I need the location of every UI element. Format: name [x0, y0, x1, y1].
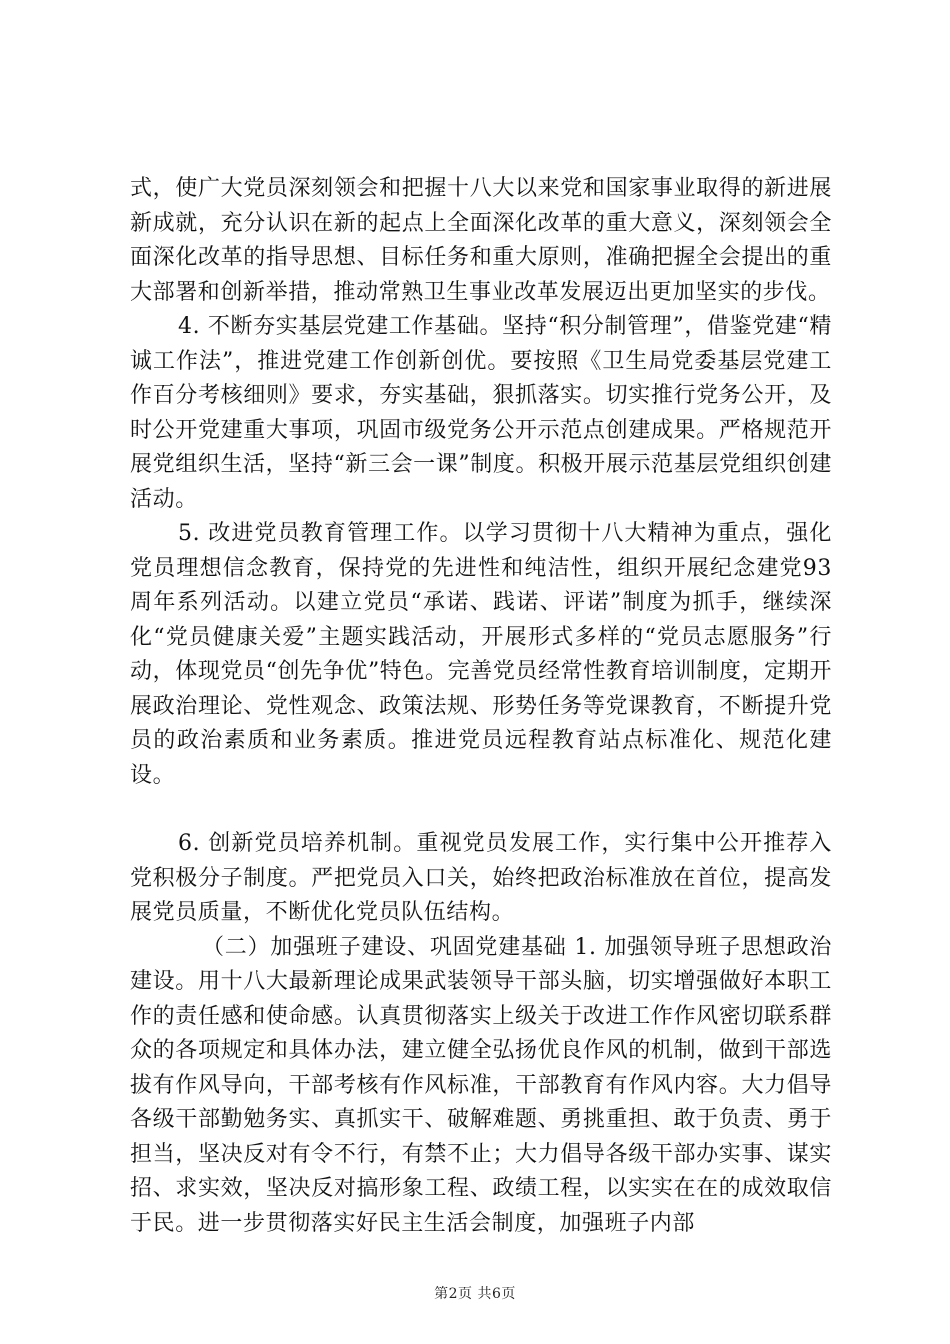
paragraph-item-6: 6. 创新党员培养机制。重视党员发展工作，实行集中公开推荐入党积极分子制度。严把党员入口关，始终把政治标准放在首位，提高发展党员质量，不断优化党员队伍结构。 — [130, 831, 832, 925]
paragraph-continuation: 式，使广大党员深刻领会和把握十八大以来党和国家事业取得的新进展新成就，充分认识在新的起点上全面深化改革的重大意义，深刻领会全面深化改革的指导思想、目标任务和重大原则，准确把握全会提出的重大部署和创新举措，推动常熟卫生事业改革发展迈出更加坚实的步伐。 — [130, 176, 832, 305]
document-body — [130, 172, 832, 1241]
paragraph-item-4: 4. 不断夯实基层党建工作基础。坚持“积分制管理”，借鉴党建“精诚工作法”，推进党建工作创新创优。要按照《卫生局党委基层党建工作百分考核细则》要求，夯实基础，狠抓落实。切实推行党务公开，及时公开党建重大事项，巩固市级党务公开示范点创建成果。严格规范开展党组织生活，坚持“新三会一课”制度。积极开展示范基层党组织创建活动。 — [130, 314, 832, 512]
page-footer: 第2页 共6页 — [434, 1286, 516, 1302]
paragraph-section-2: （二）加强班子建设、巩固党建基础 1. 加强领导班子思想政治建设。用十八大最新理论成果武装领导干部头脑，切实增强做好本职工作的责任感和使命感。认真贯彻落实上级关于改进工作作风密切联系群众的各项规定和具体办法，建立健全弘扬优良作风的机制，做到干部选拔有作风导向，干部考核有作风标准，干部教育有作风内容。大力倡导各级干部勤勉务实、真抓实干、破解难题、勇挑重担、敢于负责、勇于担当，坚决反对有令不行，有禁不止；大力倡导各级干部办实事、谋实招、求实效，坚决反对搞形象工程、政绩工程，以实实在在的成效取信于民。进一步贯彻落实好民主生活会制度，加强班子内部 — [130, 934, 832, 1236]
paragraph-item-5: 5. 改进党员教育管理工作。以学习贯彻十八大精神为重点，强化党员理想信念教育，保持党的先进性和纯洁性，组织开展纪念建党93周年系列活动。以建立党员“承诺、践诺、评诺”制度为抓手，继续深化“党员健康关爱”主题实践活动，开展形式多样的“党员志愿服务”行动，体现党员“创先争优”特色。完善党员经常性教育培训制度，定期开展政治理论、党性观念、政策法规、形势任务等党课教育，不断提升党员的政治素质和业务素质。推进党员远程教育站点标准化、规范化建设。 — [130, 521, 832, 788]
